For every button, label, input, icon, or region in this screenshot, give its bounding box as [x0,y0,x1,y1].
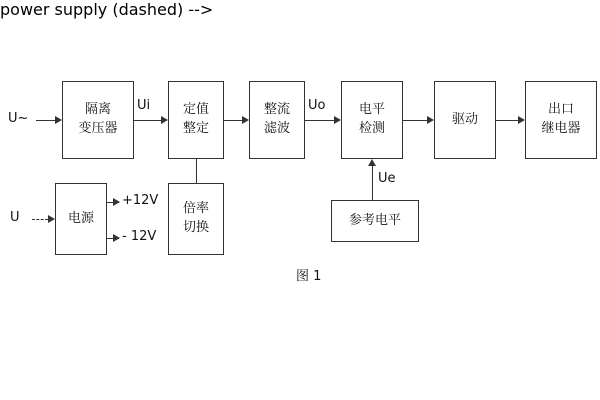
connector-input-dc [32,219,48,220]
connector-setting-to-rectifier [224,120,242,121]
connector-input-ac [36,120,55,121]
block-isolation-transformer [62,81,134,159]
block-line: 切换 [182,220,209,235]
block-line: 电源 [67,210,94,226]
arrow-input-ac [55,116,62,124]
block-rectifier-filter [249,81,305,159]
label-uo: Uo [308,98,326,113]
connector-uo [305,120,334,121]
label-input-dc: U [10,210,20,225]
connector-detect-to-drive [403,120,427,121]
block-line: 检测 [358,121,385,136]
arrow-setting-to-rectifier [242,116,249,124]
block-reference-level [331,200,419,242]
arrow-ue [368,159,376,166]
block-line: 整流 [263,102,290,118]
block-drive [434,81,496,159]
arrow-ui [161,116,168,124]
block-multiplier-switch [168,183,224,255]
arrow-input-dc [48,215,55,223]
arrow-plus12v [113,198,120,206]
connector-ue [372,166,373,200]
label-minus12v: - 12V [122,229,157,244]
label-ui: Ui [137,98,151,113]
label-input-ac: U~ [8,111,29,126]
figure-caption: 图 1 [296,269,322,284]
connector-multiplier-to-setting [196,159,197,183]
block-output-relay [525,81,597,159]
block-level-detection [341,81,403,159]
block-line: 隔离 [84,102,111,118]
block-diagram: 隔离 变压器 定值 整定 整流 滤波 电平 检测 驱动 出口 继电器 电源 倍率 切换 参考电平 power supply (dashed) --> U~ U Ui Uo Ue +12V - 12V 图 1 [0,0,600,400]
block-line: 参考电平 [348,212,401,228]
block-line: 倍率 [182,201,209,217]
block-line: 继电器 [541,121,581,136]
block-line: 定值 [182,102,209,118]
arrow-detect-to-drive [427,116,434,124]
block-line: 驱动 [451,111,478,127]
block-line: 出口 [547,102,574,118]
block-fixed-value-setting [168,81,224,159]
label-ue: Ue [378,171,396,186]
arrow-uo [334,116,341,124]
arrow-drive-to-relay [518,116,525,124]
connector-ui [134,120,161,121]
label-plus12v: +12V [122,193,159,208]
block-line: 滤波 [263,121,290,136]
block-power-supply [55,183,107,255]
block-line: 变压器 [78,121,118,136]
connector-drive-to-relay [496,120,518,121]
block-line: 整定 [182,121,209,136]
block-line: 电平 [358,102,385,118]
arrow-minus12v [113,234,120,242]
